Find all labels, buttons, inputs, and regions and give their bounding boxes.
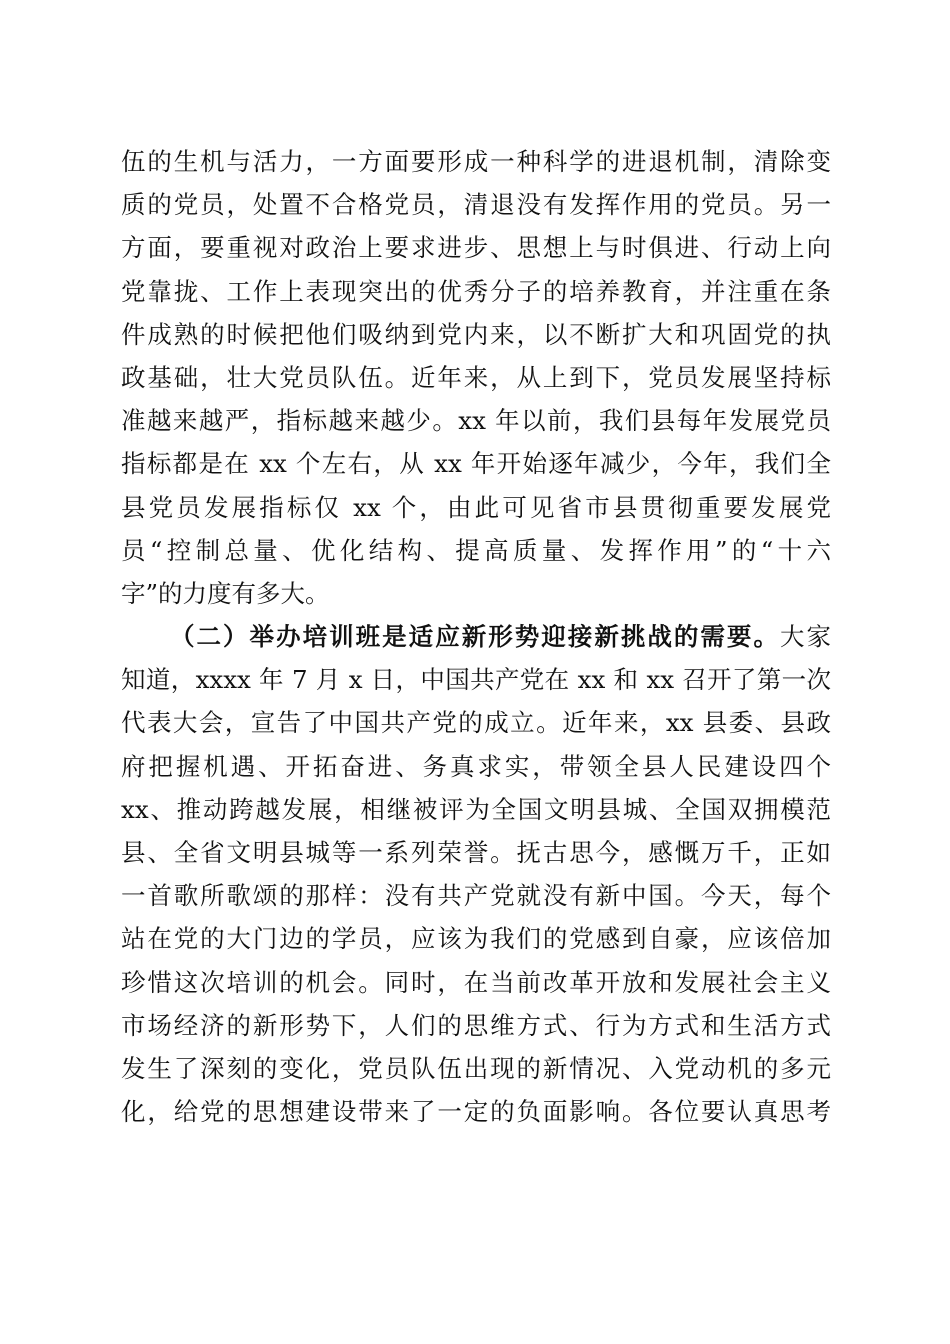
text-line: 珍惜这次培训的机会。同时，在当前改革开放和发展社会主义 bbox=[121, 967, 831, 997]
text-line: 准越来越严，指标越来越少。xx 年以前，我们县每年发展党员 bbox=[121, 406, 831, 436]
text-line: 指标都是在 xx 个左右，从 xx 年开始逐年减少，今年，我们全 bbox=[121, 449, 831, 479]
text-line: 一首歌所歌颂的那样：没有共产党就没有新中国。今天，每个 bbox=[121, 881, 831, 911]
paragraph-1 bbox=[121, 140, 831, 615]
text-line: 县、全省文明县城等一系列荣誉。抚古思今，感慨万千，正如 bbox=[121, 838, 831, 867]
text-line: 政基础，壮大党员队伍。近年来，从上到下，党员发展坚持标 bbox=[121, 362, 831, 392]
text-line: 字”的力度有多大。 bbox=[121, 578, 330, 608]
text-line: 方面，要重视对政治上要求进步、思想上与时俱进、行动上向 bbox=[121, 233, 831, 263]
section-heading: （二）举办培训班是适应新形势迎接新挑战的需要。 bbox=[170, 622, 780, 652]
heading-line-tail: 大家 bbox=[779, 622, 832, 652]
text-line: 府把握机遇、开拓奋进、务真求实，带领全县人民建设四个 bbox=[121, 751, 831, 781]
text-line: 员“控制总量、优化结构、提高质量、发挥作用”的“十六 bbox=[121, 535, 831, 565]
text-line: 知道，xxxx 年 7 月 x 日，中国共产党在 xx 和 xx 召开了第一次 bbox=[121, 665, 831, 695]
text-line: 化，给党的思想建设带来了一定的负面影响。各位要认真思考 bbox=[121, 1097, 831, 1127]
text-line: 站在党的大门边的学员，应该为我们的党感到自豪，应该倍加 bbox=[121, 924, 831, 954]
text-line: 党靠拢、工作上表现突出的优秀分子的培养教育，并注重在条 bbox=[121, 276, 831, 306]
section-heading-line bbox=[121, 615, 831, 658]
text-line: 件成熟的时候把他们吸纳到党内来，以不断扩大和巩固党的执 bbox=[121, 319, 831, 349]
text-line: 质的党员，处置不合格党员，清退没有发挥作用的党员。另一 bbox=[121, 190, 831, 220]
document-body bbox=[121, 140, 831, 1133]
text-line: 市场经济的新形势下，人们的思维方式、行为方式和生活方式 bbox=[121, 1010, 831, 1040]
text-line: xx、推动跨越发展，相继被评为全国文明县城、全国双拥模范 bbox=[121, 794, 831, 824]
text-line: 伍的生机与活力，一方面要形成一种科学的进退机制，清除变 bbox=[121, 147, 831, 176]
text-line: 县党员发展指标仅 xx 个，由此可见省市县贯彻重要发展党 bbox=[121, 492, 831, 522]
text-line: 发生了深刻的变化，党员队伍出现的新情况、入党动机的多元 bbox=[121, 1053, 831, 1083]
paragraph-2 bbox=[121, 615, 831, 1133]
text-line: 代表大会，宣告了中国共产党的成立。近年来，xx 县委、县政 bbox=[121, 708, 831, 738]
